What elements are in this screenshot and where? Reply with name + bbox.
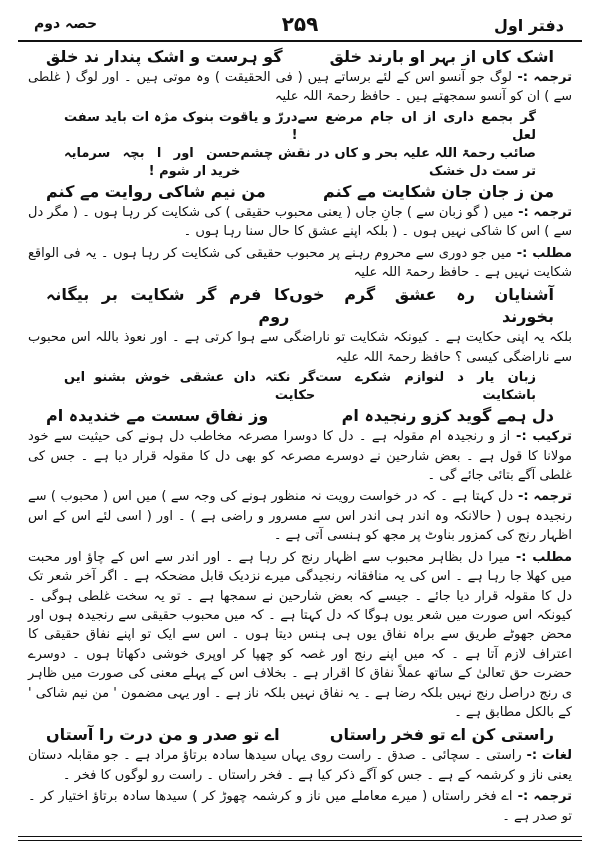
verse-couplet [28,181,572,203]
page-header [22,10,578,40]
verse-hemistich-second: اے تو صدر و من درت را آستاں [46,725,280,745]
verse-hemistich-first: راستی کن اے تو فخر راستاں [329,725,554,745]
verse-couplet [28,109,572,145]
paragraph-text: لوگ جو آنسو اس کے لئے برساتے ہیں ( فی الحقیقت ) وہ موتی ہیں ۔ اور لوگ ( غلطی سے ) ان کو آنسو سمجھتے ہیں ۔ حافظ رحمۃ اللہ علیہ [28,70,572,105]
volume-label: دفتر اول [493,16,564,35]
verse-couplet [28,46,572,68]
verse-hemistich-second: وز نفاق سست مے خندیدہ ام [46,406,269,426]
paragraph-text: اے فخر راستاں ( میرے معاملے میں ناز و کرشمہ چھوڑ کر ) سیدھا سادہ برتاؤ اختیار کر ۔ تو صدر ہے ۔ [28,789,572,824]
verse-hemistich-first: صائب رحمۃ اللہ علیہ بحر و کاں در نقش چشم تر ست دل خشک [240,145,536,179]
commentary-paragraph [28,68,572,107]
paragraph-label: مطلب :- [510,549,572,565]
verse-hemistich-first: اشک کاں از بہر او بارند خلق [329,47,554,66]
verse-couplet [28,145,572,181]
verse-hemistich-first: زبان یار د لنوازم شکرے ست باشکایت [315,370,536,404]
commentary-paragraph [28,746,572,785]
page-number: ۲۵۹ [281,12,319,36]
verse-couplet [28,284,572,328]
verse-hemistich-second: گو ہرست و اشک پندار ند خلق [46,47,283,66]
verse-hemistich-first: آشنایان رہ عشق گرم خوں بخورند [289,285,554,327]
page-body [28,46,572,828]
commentary-paragraph [28,244,572,283]
commentary-paragraph [28,787,572,826]
commentary-paragraph [28,328,572,367]
verse-hemistich-first: گر بجمع داری از اں جام مرضع سے لعل [297,109,536,143]
paragraph-text: دل کہتا ہے ۔ کہ در خواست رویت نہ منظور ہونے کی وجہ سے ) میں اس ( محبوب ) سے رنجیدہ ہوں ( حالانکہ وہ اندر ہی اندر اس سے مسرور و راضی ہے ) ۔ اور ( اسی لئے اس کے اس اظہار رنج کی کمزور بناوٹ پر مجھ کو ہنسی آتی ہے ۔ [28,489,572,544]
verse-couplet [28,724,572,746]
paragraph-label: ترجمہ :- [512,70,572,85]
section-label: حصہ دوم [34,16,98,32]
paragraph-label: ترکیب :- [510,429,573,445]
verse-hemistich-second: حسن اور ا بچہ سرمایہ خرید ار شوم ! [64,145,241,179]
commentary-paragraph [28,427,572,485]
verse-couplet [28,405,572,427]
commentary-paragraph [28,487,572,545]
paragraph-label: ترجمہ :- [513,489,572,505]
footer-rules [18,836,582,844]
verse-hemistich-second: گر نکتہ دان عشقی خوش بشنو ایں حکایت [64,370,316,404]
paragraph-text: میں ( گو زبان سے ) جانِ جاں ( یعنی محبوب حقیقی ) کی شکایت کر رہا ہوں ۔ ( مگر دل سے ) اس کا شاکی نہیں ہوں ۔ ( بلکہ اپنے عشق کا حال سنا رہا ہوں ۔ [28,204,572,240]
paragraph-text: میں جو دوری سے محروم رہنے پر محبوب حقیقی کی شکایت کر رہا ہوں ۔ یہ فی الواقع شکایت نہیں ہے ۔ حافظ رحمۃ اللہ علیہ [28,245,572,281]
verse-hemistich-second: کا فرم گر شکایت بر بیگانہ روم [46,285,290,327]
paragraph-label: ترجمہ :- [513,204,572,220]
paragraph-label: ترجمہ :- [512,789,572,805]
paragraph-text: بلکہ یہ اپنی حکایت ہے ۔ کیونکہ شکایت تو ناراضگی سے ہوا کرتی ہے ۔ اور نعوذ باللہ اس محبوب سے ناراضگی کیسی ؟ حافظ رحمۃ اللہ علیہ [28,330,572,365]
verse-hemistich-first: من ز جان جان شکایت مے کنم [323,181,554,201]
paragraph-text: از و رنجیدہ ام مقولہ ہے ۔ دل کا دوسرا مصرعہ مخاطب دل ہونے کی حیثیت سے خود مولانا کا قول ہے ۔ بعض شارحین نے دوسرے مصرعہ کو بھی دل کا مقولہ قرار دیا ہے ۔ جس کی غلطی آگے بتائی جائے گی ۔ [28,429,572,484]
header-rule [18,40,582,42]
verse-hemistich-first: دل ہمے گوید کزو رنجیدہ ام [341,406,554,426]
paragraph-text: میرا دل بظاہر محبوب سے اظہار رنج کر رہا ہے ۔ اور اندر سے اس کے چاؤ اور محبت میں کھلا جا رہا ہے ۔ اس کی یہ منافقانہ رنجیدگی میرے نزدیک قابل مضحکہ ہے ۔ اگر آخر شعر تک دل کا مقولہ قرار دیا جائے ۔ جیسے کہ بعض شارحین نے سمجھا ہے ۔ تو یہ سخت غلطی ہوگی ۔ کیونکہ اس صورت میں شعر یوں ہوگا کہ دل کہتا ہے ۔ کہ میں محبوب حقیقی سے رنجیدہ ہوں اور محض جھوٹے طریق سے براہ نفاق یوں ہی ہنس دیتا ہوں ۔ اس سے ایک تو اپنے نفاق حقیقی کا اعتراف لازم آتا ہے ۔ کہ میں اپنے رنج اور غصہ کو چھپا کر اوپری خوشی دکھاتا ہوں ۔ دوسرے حضرت حق تعالیٰ کے ساتھ عملاً نفاق کا اقرار ہے ۔ بخلاف اس کے پہلے معنی کی صورت میں ظاہر ی رنج دراصل رنج نہیں بلکہ رضا ہے ۔ یہ نفاق نہیں بلکہ ناز ہے ۔ اور یہی مضمون ' من نیم شاکی ' کے بالکل مطابق ہے ۔ [28,549,572,720]
paragraph-label: مطلب :- [511,245,572,261]
paragraph-text: راستی ۔ سچائی ۔ صدق ۔ راست روی یہاں سیدھا سادہ برتاؤ مراد ہے ۔ جو مقابلہ دستان یعنی ناز و کرشمہ کے ہے ۔ جس کو آگے ذکر کیا ہے ۔ فخر راستاں ۔ راست رو لوگوں کا فخر ۔ [28,748,572,783]
paragraph-label: لغات :- [521,748,572,764]
verse-hemistich-second: دررّ و یاقوت بنوک مژہ ات باید سفت ! [64,109,298,143]
verse-hemistich-second: من نیم شاکی روایت مے کنم [46,181,266,201]
commentary-paragraph [28,203,572,242]
commentary-paragraph [28,548,572,723]
verse-couplet [28,369,572,405]
